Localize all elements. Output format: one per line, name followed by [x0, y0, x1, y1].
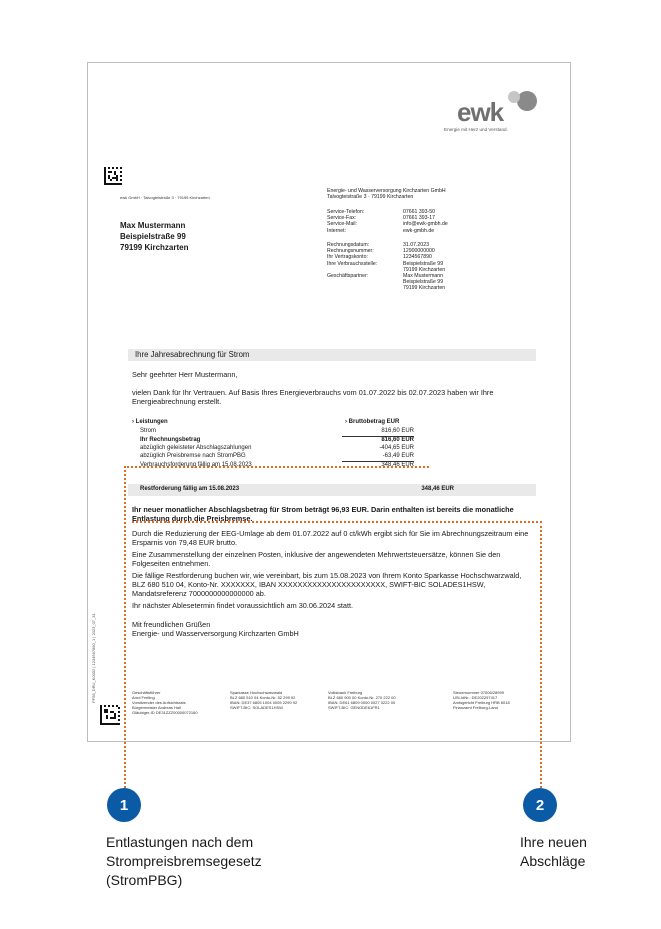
bottom-datamatrix-code: [100, 705, 120, 725]
billing-table: [132, 419, 432, 471]
page-title: Ihre Jahresabrechnung für Strom: [135, 350, 250, 359]
body-paragraphs: [132, 529, 536, 613]
annotation-1-leader-line: [124, 466, 126, 788]
meta-row: Rechnungsdatum: 31.07.2023: [327, 242, 429, 248]
footer-column: Geschäftsführer Arnd Freiling Vorsitzender des Aufsichtsrats Bürgermeister Andreas Hall Gläubiger-ID DE31ZZZ00000072160: [132, 690, 198, 715]
table-header: [132, 419, 432, 428]
table-row: abzüglich geleisteter Abschlagszahlungen -404,65 EUR: [140, 445, 414, 451]
closing-block: [132, 620, 532, 638]
total-label: Restforderung fällig am 15.08.2023: [140, 486, 240, 492]
annotation-1-caption: Entlastungen nach dem Strompreisbremsegesetz (StromPBG): [106, 834, 262, 888]
logo-tagline: Energie mit Herz und Verstand.: [444, 127, 508, 132]
salutation: Sehr geehrter Herr Mustermann,: [132, 370, 238, 379]
new-installment-notice: Ihr neuer monatlicher Abschlagsbetrag für Strom beträgt 96,93 EUR. Darin enthalten ist bereits die monatliche Entlastung durch die Preisbremse.: [132, 505, 514, 523]
total-value: 348,46 EUR: [421, 486, 454, 492]
recipient-city: 79199 Kirchzarten: [120, 243, 189, 252]
datamatrix-icon: [100, 705, 120, 725]
meta-row: 79199 Kirchzarten: [403, 266, 446, 273]
invoice-page: [87, 62, 571, 742]
company-address: Talvogteistraße 3 · 79199 Kirchzarten: [327, 194, 414, 201]
col-gross-amount: › Bruttobetrag EUR: [345, 419, 400, 425]
annotation-2-caption: Ihre neuen Abschläge: [520, 834, 587, 869]
annotation-2-badge: 2: [523, 788, 557, 822]
meta-row: Ihr Vertragskonto: 1234567890: [327, 254, 432, 261]
recipient-street: Beispielstraße 99: [120, 232, 186, 241]
contact-row: Service-Fax: 07661 393-17: [327, 215, 436, 222]
table-row: Ihr Rechnungsbetrag 816,60 EUR: [140, 437, 414, 443]
footer-column: Steuernummer 07006/28999 USt-IdNr.: DE202297417 Amtsgericht Freiburg HRB 6018 Finanzamt Freiburg-Land: [453, 690, 510, 710]
datamatrix-code: [104, 167, 122, 185]
closing-greeting: Mit freundlichen Grüßen: [132, 620, 211, 629]
recipient-name: Max Mustermann: [120, 221, 186, 230]
total-band: [128, 484, 536, 496]
footer-column: Volksbank Freiburg BLZ 680 900 00 Konto-Nr. 270 222 00 IBAN: DE61 6809 0000 0027 0222 00 SWIFT-BIC: GENODE61FR1: [328, 690, 396, 710]
annotation-1-badge: 1: [107, 788, 141, 822]
invoice-meta: [327, 242, 445, 292]
intro-text: vielen Dank für Ihr Vertrauen. Auf Basis Ihres Energieverbrauchs vom 01.07.2022 bis 02.07.2023 haben wir Ihre Energieabrechnung erstellt.: [132, 388, 494, 406]
contact-row: Internet: ewk-gmbh.de: [327, 227, 435, 234]
annotation-1-bracket-top: [124, 466, 429, 468]
paragraph: Eine Zusammenstellung der einzelnen Posten, inklusive der angewendeten Mehrwertsteuersätze, können Sie den Folgeseiten entnehmen.: [132, 550, 501, 568]
side-print-code: PF58_DRU_K0002 | 1234567890_1 | 2023_07_31: [91, 613, 96, 703]
company-block: [327, 188, 446, 200]
datamatrix-icon: [104, 167, 122, 185]
table-row: Strom 816,60 EUR: [140, 428, 414, 434]
col-services: › Leistungen: [132, 419, 168, 425]
closing-company: Energie- und Wasserversorgung Kirchzarten GmbH: [132, 629, 299, 638]
meta-row: Ihre Verbrauchsstelle: Beispielstraße 99: [327, 260, 444, 267]
ewk-logo: [453, 87, 553, 131]
heading-band: [128, 349, 536, 361]
footer-column: Sparkasse Hochschwarzwald BLZ 680 510 04 Konto-Nr. 52 299 92 IBAN: DE37 6805 1004 0005 2299 92 SWIFT-BIC: SOLADES1HSW: [230, 690, 298, 710]
paragraph: Durch die Reduzierung der EEG-Umlage ab dem 01.07.2022 auf 0 ct/kWh ergibt sich für Sie im Abrechnungszeitraum eine Ersparnis von 79,48 EUR brutto.: [132, 529, 529, 547]
meta-row: Geschäftspartner: Max Mustermann: [327, 273, 444, 280]
table-row: abzüglich Preisbremse nach StromPBG -63,49 EUR: [140, 453, 414, 459]
paragraph: Die fällige Restforderung buchen wir, wie vereinbart, bis zum 15.08.2023 von Ihrem Konto Sparkasse Hochschwarzwald, BLZ 680 510 04, Konto-Nr. XXXXXXX, IBAN XXXXXXXXXXXXXXXXXXXXXX, SWIFT-BIC SOLADES1HSW, Mandatsreferenz 7000000000000000 ab.: [132, 571, 522, 598]
contact-row: Service-Mail: info@ewk-gmbh.de: [327, 221, 448, 228]
sender-line: ewk GmbH · Talvogteistraße 3 · 79199 Kirchzarten: [120, 195, 210, 200]
logo-text: ewk: [457, 97, 504, 127]
contact-list: [327, 209, 448, 234]
meta-row: Rechnungsnummer: 12900000000: [327, 248, 435, 255]
recipient-address: [120, 220, 188, 253]
paragraph: Ihr nächster Ablesetermin findet voraussichtlich am 30.06.2024 statt.: [132, 601, 354, 610]
meta-row: Beispielstraße 99: [403, 279, 444, 286]
company-name: Energie- und Wasserversorgung Kirchzarten GmbH: [327, 188, 446, 194]
meta-row: 79199 Kirchzarten: [403, 285, 446, 292]
annotation-2-leader-line: [540, 521, 542, 788]
annotation-2-bracket-top: [132, 521, 542, 523]
contact-row: Service-Telefon: 07661 393-50: [327, 209, 436, 215]
table-row: Verbrauchsforderung fällig am 15.08.2023 348,46 EUR: [140, 462, 414, 468]
